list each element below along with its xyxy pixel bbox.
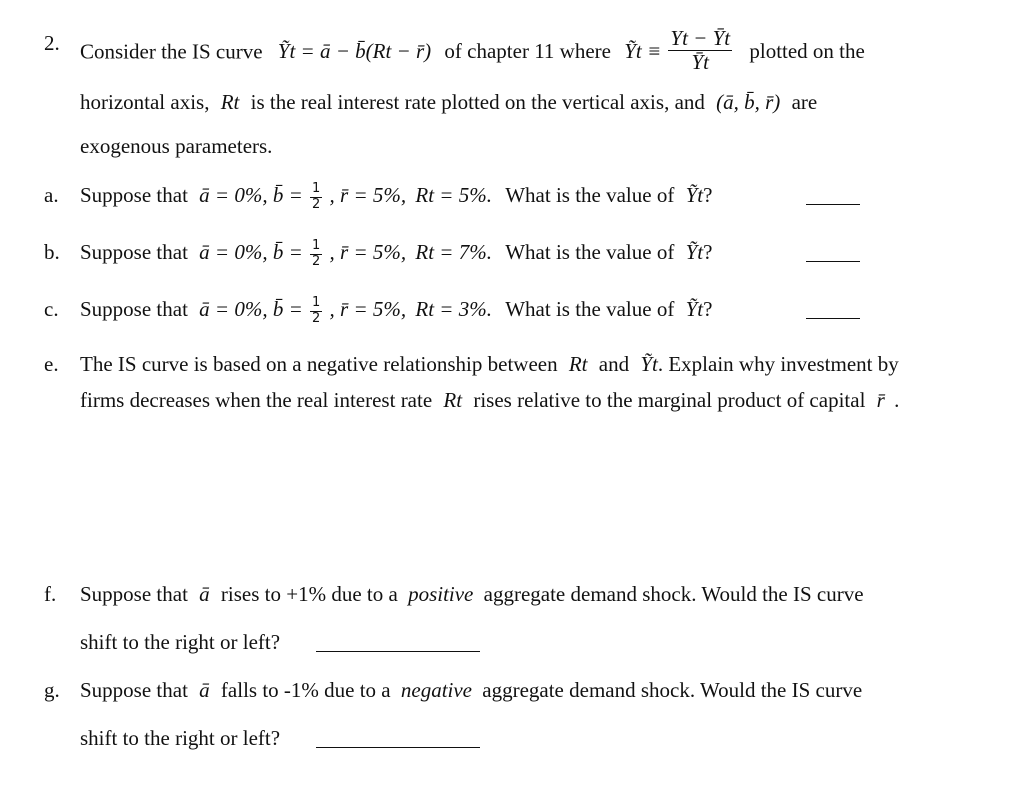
intro-text-1: Consider the IS curve [80,39,263,64]
part-e-line2-end: . [894,388,900,412]
part-a-fraction [310,182,322,212]
line2-text-2: is the real interest rate plotted on the vertical axis, and [250,90,705,114]
part-b-var: Ỹt [685,240,704,264]
ytilde-definition-denominator: Ȳt [691,50,710,75]
part-f-marker: f. [44,582,57,606]
intro-text-3: plotted on the [749,39,865,64]
line2-text-1: horizontal axis, [80,90,210,114]
part-b-prefix: Suppose that [80,240,188,264]
parameters-tuple: (ā, b̄, r̄) [716,90,781,114]
ytilde-definition-lhs: Ỹt ≡ [624,39,662,64]
part-e-marker: e. [44,352,59,376]
part-f-emphasis: positive [408,582,474,606]
part-e-line2-rt: Rt [443,388,463,412]
part-b-frac-den: 2 [312,253,321,269]
part-g-text-2: falls to -1% due to a [220,678,391,702]
part-g-abar: ā [199,678,210,702]
is-curve-equation: Ỹt = ā − b̄(Rt − r̄) [277,39,432,64]
part-c-var: Ỹt [685,297,704,321]
part-b-rt: Rt = 7%. [415,240,492,264]
part-g-text-1: Suppose that [80,678,188,702]
part-e-text-1: The IS curve is based on a negative relationship between [80,352,558,376]
part-e-and: and [598,352,630,376]
part-f-text-3: aggregate demand shock. Would the IS curve [483,582,864,606]
part-a-rbar: , r̄ = 5%, [329,183,407,207]
part-b-answer-blank[interactable] [806,260,860,262]
part-a-var: Ỹt [685,183,704,207]
line2-text-3: are [791,90,818,114]
part-f-text-2: rises to +1% due to a [220,582,398,606]
part-b-fraction [310,239,322,269]
part-c-marker: c. [44,297,59,321]
part-c-answer-blank[interactable] [806,317,860,319]
part-c-bbar: b̄ = [272,297,303,321]
part-c-rbar: , r̄ = 5%, [329,297,407,321]
part-b-question: What is the value of [505,240,675,264]
part-g-line2-text: shift to the right or left? [80,726,281,750]
question-number: 2. [44,31,60,55]
part-b-rbar: , r̄ = 5%, [329,240,407,264]
line2-rt: Rt [220,90,240,114]
part-e-line2-text-2: rises relative to the marginal product of capital [473,388,866,412]
part-a-abar: ā = 0%, [199,183,268,207]
part-a-answer-blank[interactable] [806,203,860,205]
part-g-text-3: aggregate demand shock. Would the IS curve [482,678,863,702]
part-e-rt: Rt [568,352,588,376]
part-a-frac-num: 1 [312,181,321,197]
part-e-text-2: . Explain why investment by [657,352,899,376]
part-b-marker: b. [44,240,60,264]
part-a-prefix: Suppose that [80,183,188,207]
part-c-qmark: ? [703,297,713,321]
part-a-qmark: ? [703,183,713,207]
part-b-abar: ā = 0%, [199,240,268,264]
part-a-question: What is the value of [505,183,675,207]
part-g-emphasis: negative [400,678,473,702]
part-c-question: What is the value of [505,297,675,321]
part-c-prefix: Suppose that [80,297,188,321]
ytilde-definition-fraction [668,27,732,74]
line3-text: exogenous parameters. [80,134,273,158]
part-b-frac-num: 1 [312,238,321,254]
intro-text-2: of chapter 11 where [444,39,611,64]
part-c-abar: ā = 0%, [199,297,268,321]
part-a-rt: Rt = 5%. [415,183,492,207]
part-f-line2-text: shift to the right or left? [80,630,281,654]
part-g-answer-blank[interactable] [316,746,480,748]
part-c-frac-den: 2 [312,310,321,326]
part-c-rt: Rt = 3%. [415,297,492,321]
part-b-qmark: ? [703,240,713,264]
part-c-fraction [310,296,322,326]
part-e-yt: Ỹt [640,352,658,376]
part-a-bbar: b̄ = [272,183,303,207]
part-f-abar: ā [199,582,210,606]
part-f-text-1: Suppose that [80,582,188,606]
part-a-marker: a. [44,183,59,207]
part-e-line2-text-1: firms decreases when the real interest rate [80,388,433,412]
ytilde-definition-numerator: Yt − Ȳt [670,26,731,50]
part-c-frac-num: 1 [312,295,321,311]
part-f-answer-blank[interactable] [316,650,480,652]
part-a-frac-den: 2 [312,196,321,212]
part-b-bbar: b̄ = [272,240,303,264]
part-e-line2-rbar: r̄ [876,388,885,412]
part-e-answer-area[interactable] [80,430,980,570]
part-g-marker: g. [44,678,60,702]
